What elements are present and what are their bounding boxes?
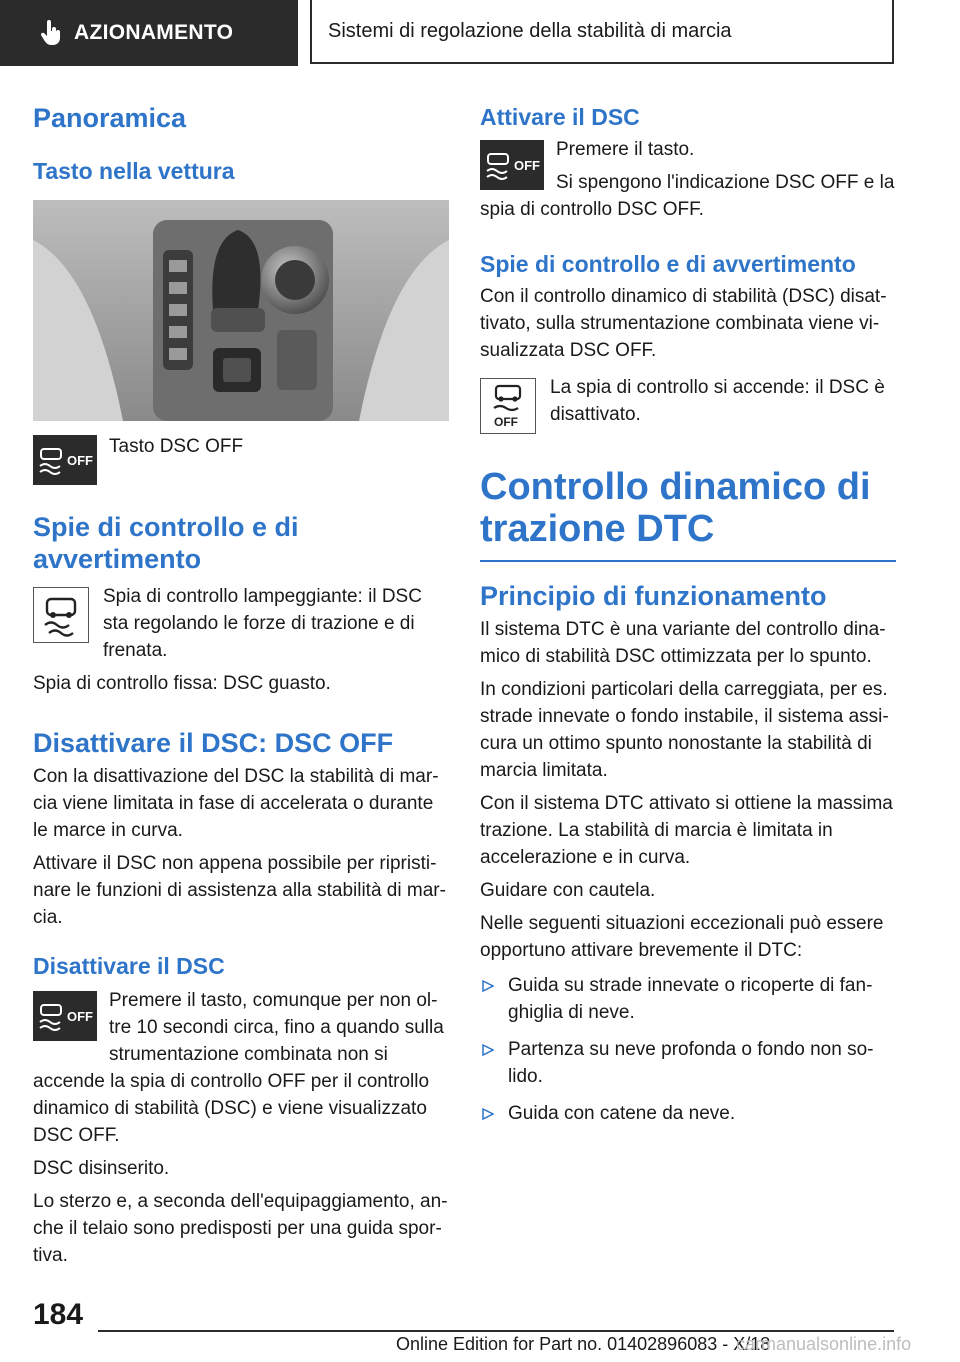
principle-paragraph-5: Nelle seguenti situazioni eccezionali può essere opportuno attivare brevemente il DTC:: [480, 913, 884, 961]
principle-paragraph-4: Guidare con cautela.: [480, 880, 656, 901]
svg-text:OFF: OFF: [67, 453, 93, 468]
heading-underline: [480, 560, 896, 562]
heading-operating-principle: Principio di funzionamento: [480, 581, 827, 611]
hand-pointer-icon: [40, 20, 62, 46]
lights-steady-text: Spia di controllo fissa: DSC guasto.: [33, 673, 331, 694]
light-on-dsc-disabled-text: La spia di controllo si accende: il DSC è disattivato.: [550, 377, 885, 425]
section-tab: [0, 0, 298, 66]
svg-text:OFF: OFF: [67, 1009, 93, 1024]
heading-deactivate-dsc: Disattivare il DSC: [33, 953, 225, 979]
triangle-bullet-icon: [482, 1108, 494, 1120]
svg-text:OFF: OFF: [514, 158, 540, 173]
triangle-bullet-icon: [482, 1044, 494, 1056]
heading-deactivate-dsc-off: Disattivare il DSC: DSC OFF: [33, 728, 394, 758]
heading-activate-dsc: Attivare il DSC: [480, 104, 640, 130]
button-caption: Tasto DSC OFF: [109, 436, 244, 457]
edition-text: Online Edition for Part no. 01402896083 - X/18: [396, 1334, 771, 1354]
deactivate-paragraph-1: Con la disattivazione del DSC la stabilità di marcia viene limitata in fase di accelerata o durante le marce in curva.: [33, 766, 439, 841]
lights-off-displayed-text: Con il controllo dinamico di stabilità (DSC) disattivato, sulla strumentazione combinata viene visualizzata DSC OFF.: [480, 286, 887, 361]
steering-sport-text: Lo sterzo e, a seconda dell'equipaggiamento, anche il telaio sono predisposti per una guida sportiva.: [33, 1191, 448, 1266]
svg-text:OFF: OFF: [494, 415, 518, 429]
heading-warning-lights: Spie di controllo e di avvertimento: [33, 512, 299, 574]
watermark: carmanualsonline.info: [736, 1334, 912, 1354]
page-header: [0, 0, 960, 66]
list-item: Guida su strade innevate o ricoperte di fanghiglia di neve.: [480, 972, 896, 1026]
dsc-disengaged-text: DSC disinserito.: [33, 1158, 170, 1179]
list-item: Guida con catene da neve.: [480, 1100, 896, 1127]
dsc-off-warning-light-icon: [480, 378, 536, 434]
activate-press-text: Premere il tasto.: [556, 139, 695, 160]
section-title: AZIONAMENTO: [74, 21, 234, 44]
center-console-photo: [33, 200, 449, 421]
lights-flashing-text: Spia di controllo lampeggiante: il DSC sta regolando le forze di trazione e di frenata.: [103, 586, 422, 661]
deactivate-paragraph-2: Attivare il DSC non appena possibile per ripristinare le funzioni di assistenza alla stabilità di marcia.: [33, 853, 446, 928]
heading-dtc: Controllo dinamico di trazione DTC: [480, 466, 871, 550]
dsc-warning-light-icon: [33, 587, 89, 643]
principle-paragraph-2: In condizioni particolari della carreggiata, per es. strade innevate o fondo instabile, il sistema assicura un ottimo spunto nonostante la stabilità di marcia limitata.: [480, 679, 889, 781]
heading-button-in-vehicle: Tasto nella vettura: [33, 158, 235, 184]
left-column: [33, 96, 449, 1275]
principle-paragraph-1: Il sistema DTC è una variante del controllo dinamico di stabilità DSC ottimizzata per lo spunto.: [480, 619, 886, 667]
heading-warning-lights-right: Spie di controllo e di avvertimento: [480, 251, 856, 277]
dsc-off-button-icon: [33, 435, 97, 485]
page-number: 184: [33, 1298, 84, 1331]
principle-paragraph-3: Con il sistema DTC attivato si ottiene la massima trazione. La stabilità di marcia è limitata in accelerazione e in curva.: [480, 793, 893, 868]
list-item: Partenza su neve profonda o fondo non solido.: [480, 1036, 896, 1090]
chapter-title: Sistemi di regolazione della stabilità di marcia: [310, 0, 894, 64]
deactivate-instructions: Premere il tasto, comunque per non oltre 10 secondi circa, fino a quando sulla strumentazione combinata non si accende la spia di controllo OFF per il controllo dinamico di stabilità (DSC) e viene visualizzato DSC OFF.: [33, 990, 444, 1146]
heading-overview: Panoramica: [33, 103, 187, 133]
page-footer: [0, 1290, 960, 1362]
dtc-situations-list: [480, 972, 896, 1127]
activate-result-text: Si spengono l'indicazione DSC OFF e la spia di controllo DSC OFF.: [480, 172, 895, 220]
right-column: [480, 96, 896, 1137]
dsc-off-button-icon-3: [480, 140, 544, 190]
footer-rule: [98, 1330, 894, 1332]
dsc-off-button-icon-2: [33, 991, 97, 1041]
triangle-bullet-icon: [482, 980, 494, 992]
